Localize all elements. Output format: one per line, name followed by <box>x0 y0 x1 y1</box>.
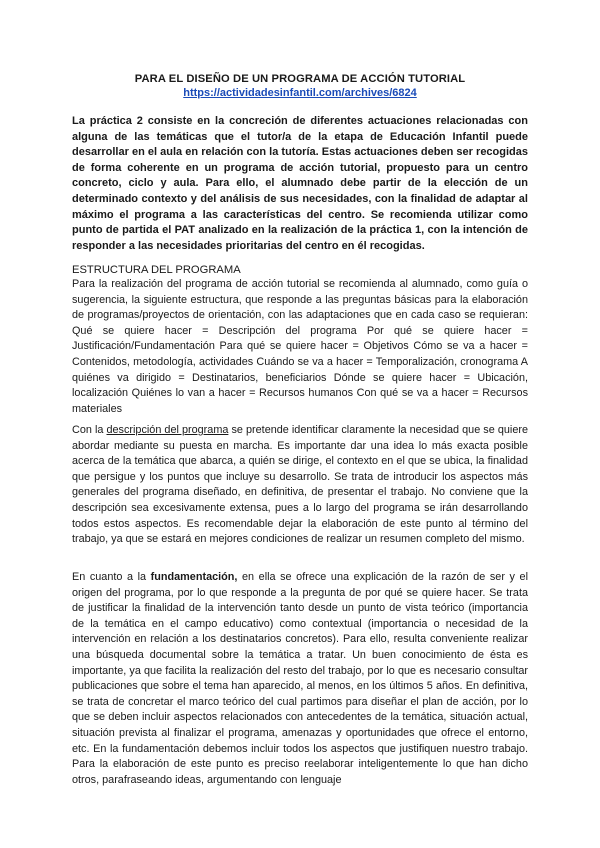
source-link[interactable]: https://actividadesinfantil.com/archives/6824 <box>183 87 417 99</box>
fundamentation-paragraph <box>72 570 528 788</box>
description-paragraph <box>72 423 528 548</box>
paragraph-text: en ella se ofrece una explicación de la razón de ser y el origen del programa, por lo que responde a la pregunta de por qué se quiere hacer. Se trata de justificar la finalidad de la intervención tanto desde un punto de vista teórico (importancia de la temática en el campo educativo) como contextual (importancia o necesidad de la intervención en relación a los destinatarios concretos). Para ello, resulta conveniente realizar una búsqueda documental sobre la temática a tratar. Un buen conocimiento de ésta es importante, ya que facilita la realización del resto del trabajo, por lo que es necesario consultar publicaciones que sobre el tema han aparecido, al menos, en los últimos 5 años. En definitiva, se trata de concretar el marco teórico del cual partimos para diseñar el plan de acción, por lo que se deben incluir aspectos relacionados con antecedentes de la temática, situación actual, situación prevista al finalizar el programa, amenazas y oportunidades que ofrece el entorno, etc. En la fundamentación debemos incluir todos los aspectos que justifiquen nuestro trabajo. Para la elaboración de este punto es preciso reelaborar inteligentemente lo que han dicho otros, parafraseando ideas, argumentando con lenguaje <box>72 571 528 786</box>
fundamentation-term: fundamentación, <box>150 571 238 583</box>
intro-paragraph: La práctica 2 consiste en la concreción de diferentes actuaciones relacionadas con alguna de las temáticas que el tutor/a de la etapa de Educación Infantil puede desarrollar en el aula en relación con la tutoría. Estas actuaciones deben ser recogidas de forma coherente en un programa de acción tutorial, propuesto para un centro concreto, ciclo y aula. Para ello, el alumnado debe partir de la elección de un determinado contexto y del análisis de sus necesidades, con la finalidad de adaptar al máximo el programa a las características del centro. Se recomienda utilizar como punto de partida el PAT analizado en la realización de la práctica 1, con la intención de responder a las necesidades prioritarias del centro en él recogidas. <box>72 115 528 252</box>
section-heading: ESTRUCTURA DEL PROGRAMA <box>72 264 241 276</box>
paragraph-text: se pretende identificar claramente la necesidad que se quiere abordar mediante su puesta en marcha. Es importante dar una idea lo más exacta posible acerca de la temática que abarca, a quién se dirige, el contexto en el que se ubica, la finalidad que persigue y los puntos que incluye su desarrollo. Se trata de introducir los aspectos más generales del programa diseñado, en definitiva, de presentar el trabajo. No conviene que la descripción sea excesivamente extensa, pues a lo largo del programa se irán desarrollando todos estos aspectos. Es recomendable dejar la elaboración de este punto al término del trabajo, ya que se estará en mejores condiciones de realizar un resumen completo del mismo. <box>72 424 528 546</box>
description-term: descripción del programa <box>106 424 229 436</box>
structure-paragraph: Para la realización del programa de acción tutorial se recomienda al alumnado, como guía o sugerencia, la siguiente estructura, que responde a las preguntas básicas para la elaboración de programas/proyectos de orientación, con las adaptaciones que en cada caso se requieran: Qué se quiere hacer = Descripción del programa Por qué se quiere hacer = Justificación/Fundamentación Para qué se quiere hacer = Objetivos Cómo se va a hacer = Contenidos, metodología, actividades Cuándo se va a hacer = Temporalización, cronograma A quiénes va dirigido = Destinatarios, beneficiarios Dónde se quiere hacer = Ubicación, localización Quiénes lo van a hacer = Recursos humanos Con qué se va a hacer = Recursos materiales <box>72 278 528 415</box>
document-title: PARA EL DISEÑO DE UN PROGRAMA DE ACCIÓN TUTORIAL <box>134 73 466 85</box>
paragraph-text: Con la <box>72 424 107 436</box>
paragraph-text: En cuanto a la <box>72 571 151 583</box>
